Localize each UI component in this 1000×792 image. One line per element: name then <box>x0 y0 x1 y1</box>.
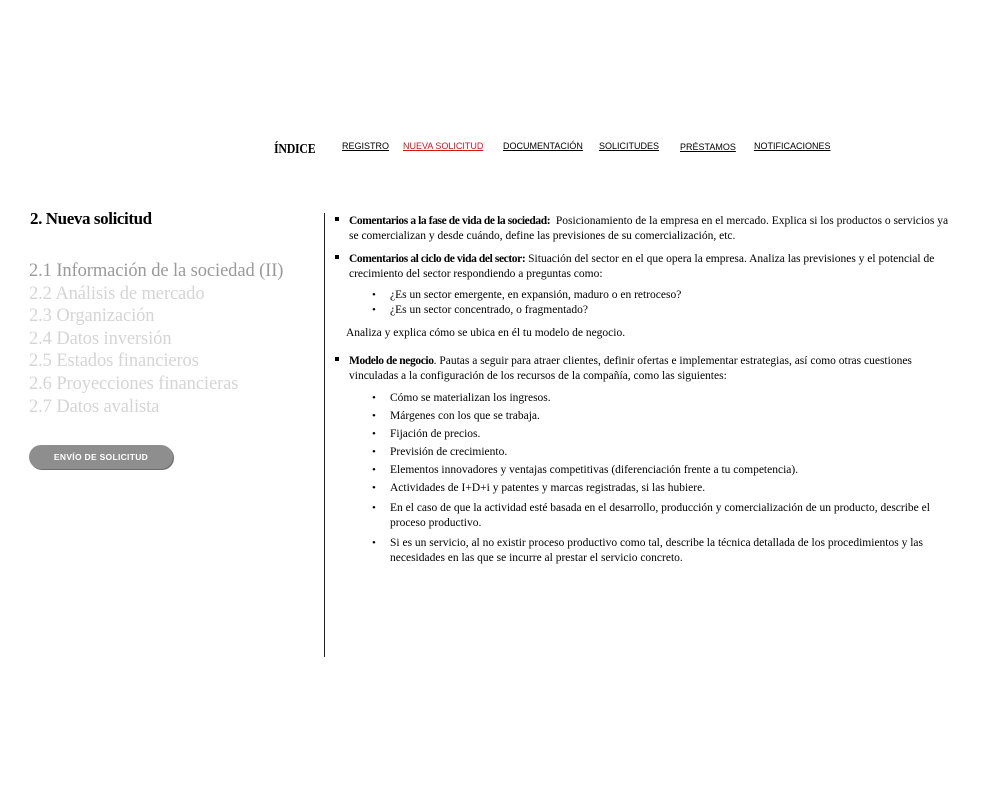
list-item: • Márgenes con los que se trabaja. <box>372 410 540 423</box>
list-item: • Elementos innovadores y ventajas competitivas (diferenciación frente a tu competencia). <box>372 464 799 477</box>
modelo-negocio-heading: Modelo de negocio <box>349 355 434 367</box>
submit-application-button[interactable]: ENVÍO DE SOLICITUD <box>29 445 173 469</box>
main-content <box>335 214 955 570</box>
bullet-icon: • <box>372 446 376 459</box>
section-modelo-negocio <box>335 354 955 566</box>
index-title: ÍNDICE <box>274 142 316 157</box>
nav-link-prestamos[interactable]: PRÉSTAMOS <box>680 142 736 152</box>
nav-link-nueva-solicitud[interactable]: NUEVA SOLICITUD <box>403 141 484 151</box>
nav-link-notificaciones[interactable]: NOTIFICACIONES <box>754 141 831 151</box>
submenu <box>29 260 283 418</box>
submenu-item-estados-financieros[interactable]: 2.5 Estados financieros <box>29 351 199 372</box>
list-item: • Cómo se materializan los ingresos. <box>372 392 551 404</box>
section-fase-vida <box>335 214 955 244</box>
list-item: • Si es un servicio, al no existir proceso productivo como tal, describe la técnica detallada de los procedimientos y las necesidades en las que se incurre al prestar el servicio concreto. <box>372 537 923 565</box>
square-bullet-icon <box>335 357 339 361</box>
bullet-icon: • <box>372 464 376 477</box>
square-bullet-icon <box>335 217 339 221</box>
fase-vida-heading: Comentarios a la fase de vida de la sociedad: <box>349 215 551 227</box>
vertical-divider <box>324 213 325 657</box>
nav-link-registro[interactable]: REGISTRO <box>342 141 390 151</box>
submenu-item-proyecciones-financieras[interactable]: 2.6 Proyecciones financieras <box>29 373 239 394</box>
fase-vida-text: Posicionamiento de la empresa en el mercado. Explica si los productos o servicios ya se comercializan y desde cuándo, define las previsiones de su comercialización, etc. <box>349 215 951 242</box>
ciclo-vida-questions <box>349 288 955 318</box>
bullet-icon: • <box>372 537 376 550</box>
modelo-negocio-text: . Pautas a seguir para atraer clientes, definir ofertas e implementar estrategias, así como otras cuestiones vinculadas a la configuración de los recursos de la compañía, como las siguientes: <box>349 355 912 382</box>
nav-link-solicitudes[interactable]: SOLICITUDES <box>599 141 660 151</box>
bullet-icon: • <box>372 410 376 423</box>
list-item: • Actividades de I+D+i y patentes y marcas registradas, si las hubiere. <box>372 482 706 495</box>
list-item: • Previsión de crecimiento. <box>372 446 508 459</box>
bullet-icon: • <box>372 304 376 316</box>
section-title: 2. Nueva solicitud <box>30 209 152 228</box>
submenu-item-datos-inversion[interactable]: 2.4 Datos inversión <box>29 328 172 349</box>
bullet-icon: • <box>372 482 376 495</box>
ciclo-vida-heading: Comentarios al ciclo de vida del sector: <box>349 253 526 265</box>
nav-link-documentacion[interactable]: DOCUMENTACIÓN <box>503 141 583 151</box>
submenu-item-informacion-sociedad[interactable]: 2.1 Información de la sociedad (II) <box>29 261 284 281</box>
submenu-item-organizacion[interactable]: 2.3 Organización <box>29 306 155 327</box>
list-item: • ¿Es un sector concentrado, o fragmentado? <box>372 304 588 316</box>
submenu-item-analisis-mercado[interactable]: 2.2 Análisis de mercado <box>29 283 205 304</box>
list-item: • Fijación de precios. <box>372 428 481 441</box>
bullet-icon: • <box>372 428 376 441</box>
bullet-icon: • <box>372 502 376 515</box>
list-item: • En el caso de que la actividad esté basada en el desarrollo, producción y comercialización de un producto, describe el proceso productivo. <box>372 502 930 530</box>
square-bullet-icon <box>335 255 339 259</box>
ciclo-vida-text: Situación del sector en el que opera la empresa. Analiza las previsiones y el potencial de crecimiento del sector respondiendo a preguntas como: <box>349 253 938 280</box>
submenu-item-datos-avalista[interactable]: 2.7 Datos avalista <box>29 396 160 417</box>
bullet-icon: • <box>372 289 376 301</box>
section-ciclo-vida <box>335 252 955 318</box>
list-item: • ¿Es un sector emergente, en expansión, maduro o en retroceso? <box>372 289 682 301</box>
bullet-icon: • <box>372 392 376 404</box>
modelo-negocio-points <box>349 391 955 566</box>
ciclo-vida-note: Analiza y explica cómo se ubica en él tu modelo de negocio. <box>346 327 626 339</box>
